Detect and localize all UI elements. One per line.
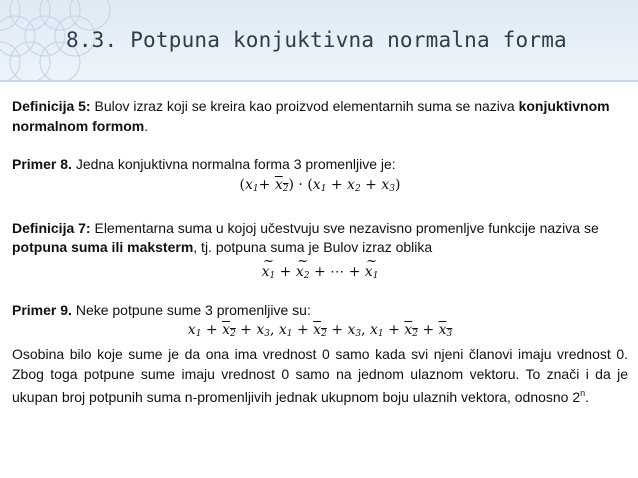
formula-example-9: $x_1 + x_2 + x_3$, $x_1 + x_2 + x_3$, $x_1 + x_2 + x_3$ xyxy=(187,322,453,339)
property-paragraph xyxy=(12,345,628,408)
definition-7-text: Elementarna suma u kojoj učestvuju sve nezavisno promenljve funkcije naziva se xyxy=(90,219,599,236)
definition-7-label: Definicija 7: xyxy=(12,219,91,236)
example-9-text: Neke potpune sume 3 promenljive su: xyxy=(71,301,311,318)
example-9-label: Primer 9. xyxy=(12,301,72,318)
example-8 xyxy=(12,155,628,175)
property-text: Osobina bilo koje sume je da ona ima vrednost 0 samo kada svi njeni članovi imaju vrednost 0. Zbog toga potpune sume imaju vrednost 0 samo na jednom ulaznom vektoru. To znači i da je ukupan broj potpunih suma n-promenljivih jednak ukupnom boju ulaznih vektora, odnosno 2 xyxy=(12,346,628,405)
definition-5 xyxy=(12,97,628,136)
formula-example-8: $(x_1+ x_2) \cdot (x_1 + x_2 + x_3)$ xyxy=(239,176,401,194)
definition-5-end: . xyxy=(144,117,149,134)
slide-title: 8.3. Potpuna konjuktivna normalna forma xyxy=(66,28,567,52)
property-exponent: n xyxy=(580,388,586,398)
definition-5-text: Bulov izraz koji se kreira kao proizvod elementarnih suma se naziva xyxy=(90,98,519,114)
definition-7 xyxy=(12,219,628,258)
property-end: . xyxy=(585,389,590,405)
title-divider xyxy=(0,80,638,82)
definition-7-term: potpuna suma ili maksterm xyxy=(12,239,194,255)
definition-5-term: konjuktivnom normalnom formom xyxy=(12,98,610,134)
example-8-label: Primer 8. xyxy=(12,156,72,172)
example-9 xyxy=(12,301,628,321)
title-banner xyxy=(0,0,638,82)
formula-maxterm-form: ~ $x_1$ + ~ $x_2$ + ⋯ + ~ $x_1$ xyxy=(12,262,628,287)
example-8-text: Jedna konjuktivna normalna forma 3 promenljive je: xyxy=(71,156,396,172)
slide-body xyxy=(12,97,628,408)
definition-5-label: Definicija 5: xyxy=(12,98,91,114)
definition-7-end: , tj. potpuna suma je Bulov izraz oblika xyxy=(193,239,433,255)
